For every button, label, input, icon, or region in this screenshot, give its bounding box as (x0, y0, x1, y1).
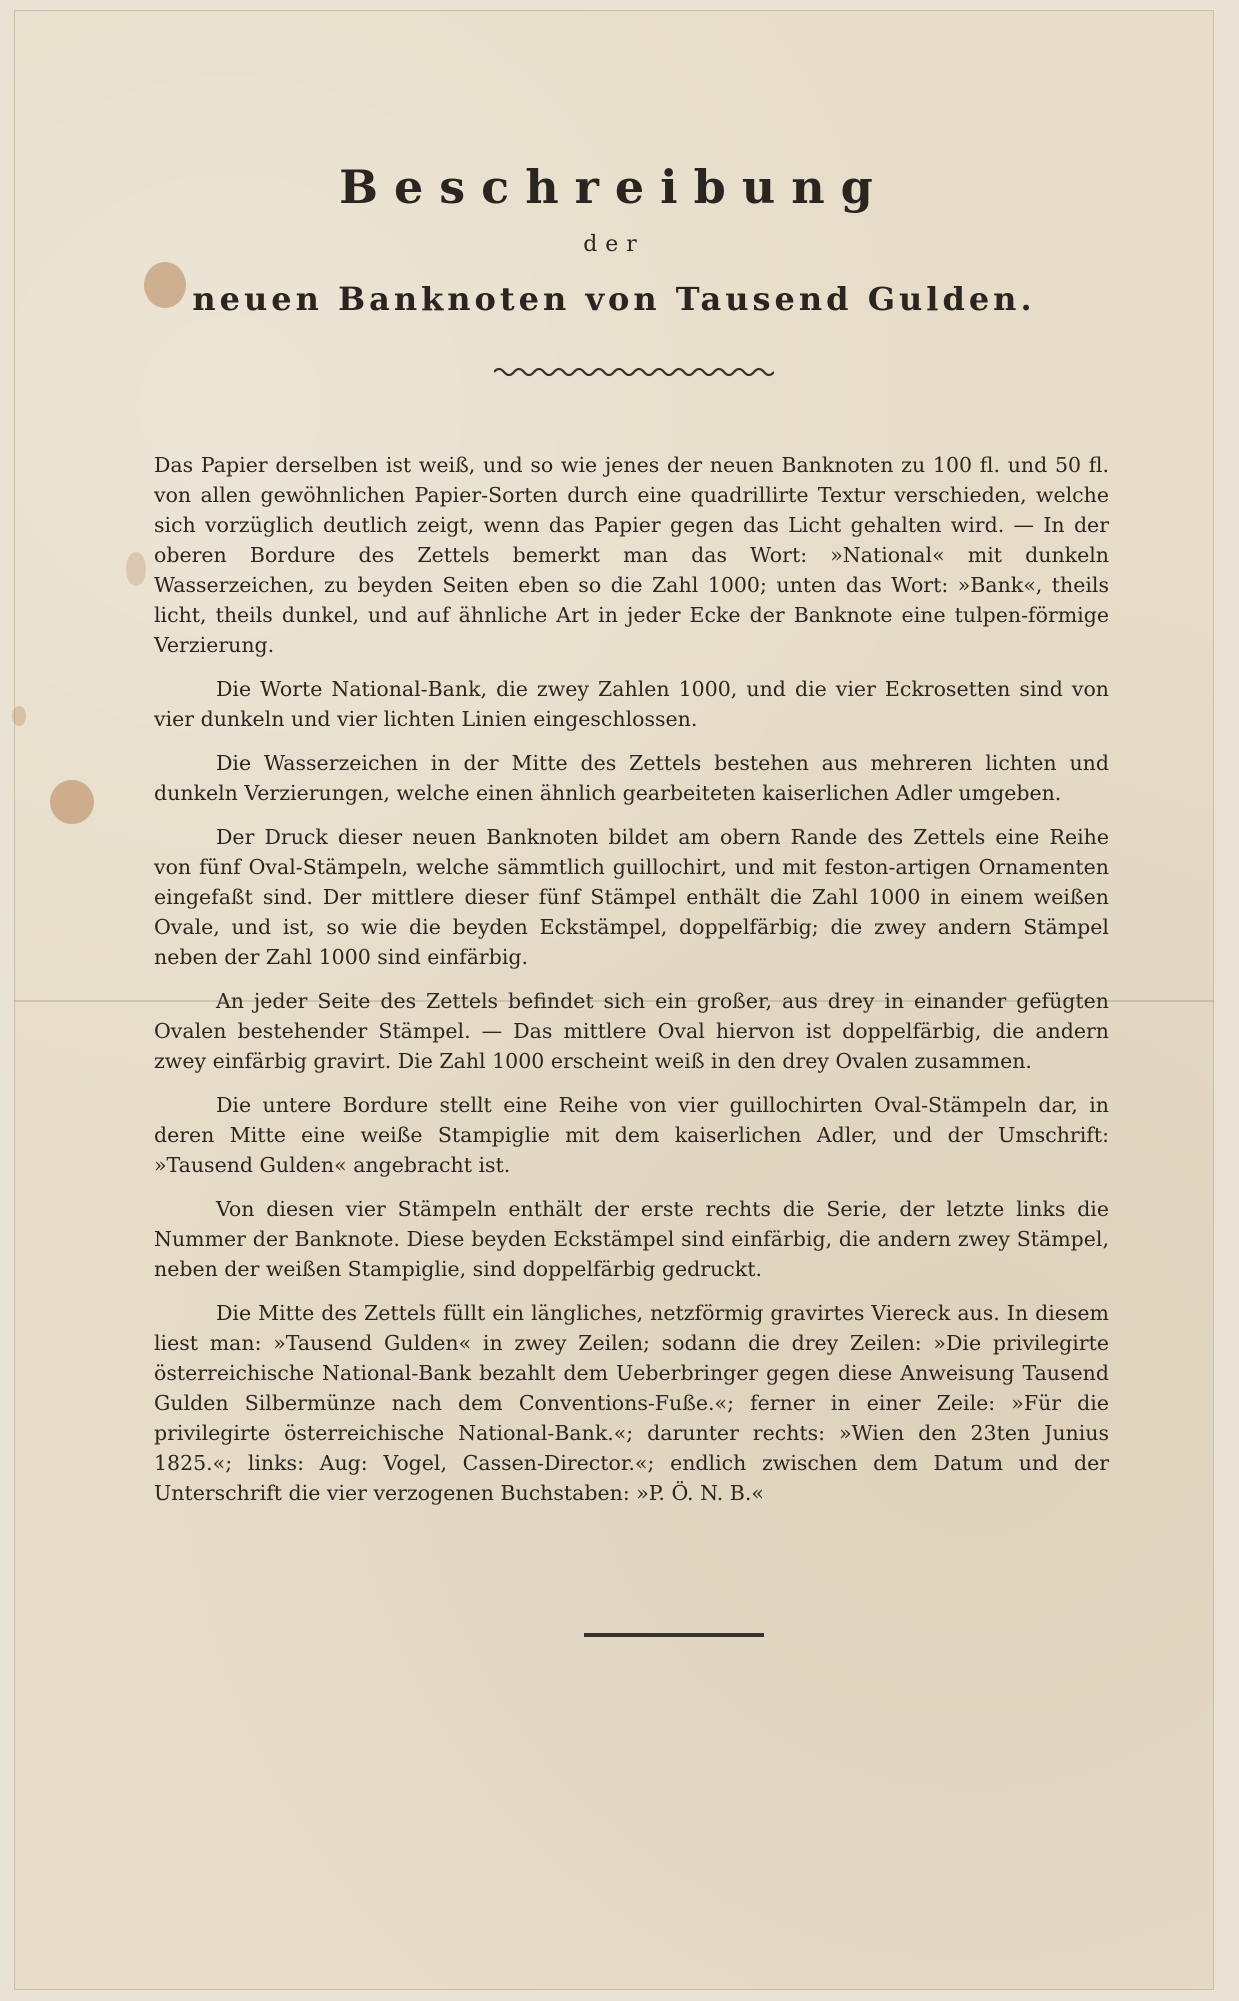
paper-stain (126, 552, 146, 586)
document-page (14, 10, 1214, 1990)
paragraph-6: Die untere Bordure stellt eine Reihe von vier guillochirten Oval-Stämpeln dar, in deren Mitte eine weiße Stampiglie mit dem kaiserlichen Adler, und der Umschrift: »Tausend Gulden« angebracht ist. (154, 1093, 1109, 1177)
document-body (154, 450, 1109, 1522)
paragraph-1: Das Papier derselben ist weiß, und so wie jenes der neuen Banknoten zu 100 fl. und 50 fl. von allen gewöhnlichen Papier-Sorten durch eine quadrillirte Textur verschieden, welche sich vorzüglich deutlich zeigt, wenn das Papier gegen das Licht gehalten wird. — In der oberen Bordure des Zettels bemerkt man das Wort: »National« mit dunkeln Wasserzeichen, zu beyden Seiten eben so die Zahl 1000; unten das Wort: »Bank«, theils licht, theils dunkel, und auf ähnliche Art in jeder Ecke der Banknote eine tulpen-förmige Verzierung. (154, 453, 1109, 657)
paragraph-7: Von diesen vier Stämpeln enthält der erste rechts die Serie, der letzte links die Nummer der Banknote. Diese beyden Eckstämpel sind einfärbig, die andern zwey Stämpel, neben der weißen Stampiglie, sind doppelfärbig gedruckt. (154, 1197, 1109, 1281)
paragraph-3: Die Wasserzeichen in der Mitte des Zettels bestehen aus mehreren lichten und dunkeln Verzierungen, welche einen ähnlich gearbeiteten kaiserlichen Adler umgeben. (154, 751, 1109, 805)
paper-stain (50, 780, 94, 824)
paper-stain (12, 706, 26, 726)
document-subtitle: der (583, 232, 645, 257)
paragraph-2: Die Worte National-Bank, die zwey Zahlen 1000, und die vier Eckrosetten sind von vier dunkeln und vier lichten Linien eingeschlossen. (154, 677, 1109, 731)
paragraph-5: An jeder Seite des Zettels befindet sich ein großer, aus drey in einander gefügten Ovalen bestehender Stämpel. — Das mittlere Oval hiervon ist doppelfärbig, die andern zwey einfärbig gravirt. Die Zahl 1000 erscheint weiß in den drey Ovalen zusammen. (154, 989, 1109, 1073)
document-title: Beschreibung (339, 160, 889, 214)
paragraph-4: Der Druck dieser neuen Banknoten bildet am obern Rande des Zettels eine Reihe von fünf Oval-Stämpeln, welche sämmtlich guillochirt, und mit feston-artigen Ornamenten eingefaßt sind. Der mittlere dieser fünf Stämpel enthält die Zahl 1000 in einem weißen Ovale, und ist, so wie die beyden Eckstämpel, doppelfärbig; die zwey andern Stämpel neben der Zahl 1000 sind einfärbig. (154, 825, 1109, 969)
decorative-wave-rule (494, 365, 774, 379)
paragraph-8: Die Mitte des Zettels füllt ein längliches, netzförmig gravirtes Viereck aus. In diesem liest man: »Tausend Gulden« in zwey Zeilen; sodann die drey Zeilen: »Die privilegirte österreichische National-Bank bezahlt dem Ueberbringer gegen diese Anweisung Tausend Gulden Silbermünze nach dem Conventions-Fuße.«; ferner in einer Zeile: »Für die privilegirte österreichische National-Bank.«; darunter rechts: »Wien den 23ten Junius 1825.«; links: Aug: Vogel, Cassen-Director.«; endlich zwischen dem Datum und der Unterschrift die vier verzogenen Buchstaben: »P. Ö. N. B.« (154, 1301, 1109, 1505)
document-title-line-2: neuen Banknoten von Tausend Gulden. (192, 280, 1036, 318)
closing-rule (584, 1633, 764, 1637)
